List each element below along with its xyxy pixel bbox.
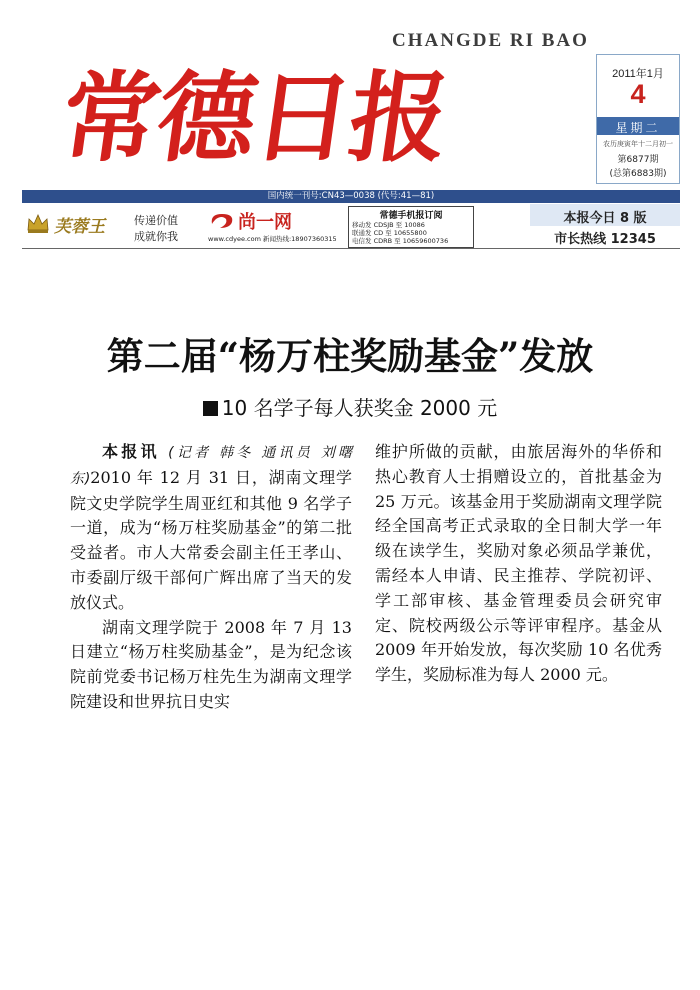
masthead-char: 日	[246, 61, 357, 176]
masthead-pinyin: CHANGDE RI BAO	[392, 30, 589, 51]
subheadline-text: 10 名学子每人获奖金 2000 元	[221, 396, 498, 420]
web-logo: 尚一网	[238, 212, 292, 233]
registration-bar	[22, 190, 680, 203]
web-url: www.cdyee.com 新闻热线:18907360315	[208, 235, 337, 243]
date-day: 4	[630, 79, 646, 109]
ad-strip	[22, 204, 680, 249]
weekday: 星期二	[615, 121, 661, 135]
weekday-banner	[597, 117, 679, 135]
web-logo-icon	[208, 210, 238, 232]
subscription-box	[348, 206, 474, 248]
edition-banner	[530, 204, 680, 226]
article-subheadline	[0, 392, 700, 421]
date-year-month: 2011年1月	[612, 68, 664, 80]
subscription-line: 联通发 CD 至 10655800	[352, 229, 427, 237]
masthead-char: 报	[342, 61, 453, 176]
date-panel	[596, 54, 680, 184]
subscription-title: 常德手机报订阅	[379, 211, 443, 221]
registration-text: 国内统一刊号:CN43—0038 (代号:41—81)	[267, 191, 435, 201]
crown-icon	[26, 212, 50, 234]
issue-total: (总第6883期)	[609, 169, 667, 179]
masthead-char: 德	[150, 61, 261, 176]
masthead-logo	[53, 44, 532, 194]
subscription-line: 移动发 CDSJB 至 10086	[352, 221, 425, 229]
subscription-line: 电信发 CDRB 至 10659600736	[352, 237, 449, 245]
byline: (记者 韩冬 通讯员 刘曙东)	[70, 445, 352, 487]
ad-slogan: 传递价值	[134, 214, 178, 227]
article-column-right	[375, 440, 662, 688]
article-column-left	[70, 440, 352, 715]
ad-slogan: 成就你我	[134, 230, 178, 243]
lead-label: 本报讯	[102, 442, 160, 461]
article-paragraph: 维护所做的贡献，由旅居海外的华侨和热心教育人士捐赠设立的，首批基金为 25 万元。该基金用于奖励湖南文理学院经全国高考正式录取的全日制大学一年级在读学生，奖励对象必须品学兼优，需经本人申请、民主推荐、学院初评、学工部审核、基金管理委员会研究审定、院校两级公示等评审程序。基金从 2009 年开始发放，每次奖励 10 名优秀学生，奖励标准为每人 2000 元。	[375, 442, 662, 685]
lunar-date: 农历庚寅年十二月初一	[603, 140, 673, 148]
article-paragraph: 湖南文理学院于 2008 年 7 月 13 日建立“杨万柱奖励基金”，是为纪念该院前党委书记杨万柱先生为湖南文理学院建设和世界抗日史实	[70, 617, 352, 711]
brand-logo: 芙蓉王	[54, 217, 105, 237]
mayor-hotline: 市长热线 12345	[554, 232, 656, 247]
edition-count: 本报今日 8 版	[563, 211, 647, 226]
masthead-char: 常	[53, 61, 165, 176]
article-paragraph	[70, 440, 352, 616]
paragraph-text: 2010 年 12 月 31 日，湖南文理学院文史学院学生周亚红和其他 9 名学子一道，成为“杨万柱奖励基金”的第二批受益者。市人大常委会副主任王孝山、市委副厅级干部何广辉出席了当天的发放仪式。	[70, 467, 352, 612]
article-headline: 第二届“杨万柱奖励基金”发放	[106, 334, 594, 378]
square-bullet-icon	[203, 401, 218, 416]
issue-number: 第6877期	[617, 155, 659, 165]
